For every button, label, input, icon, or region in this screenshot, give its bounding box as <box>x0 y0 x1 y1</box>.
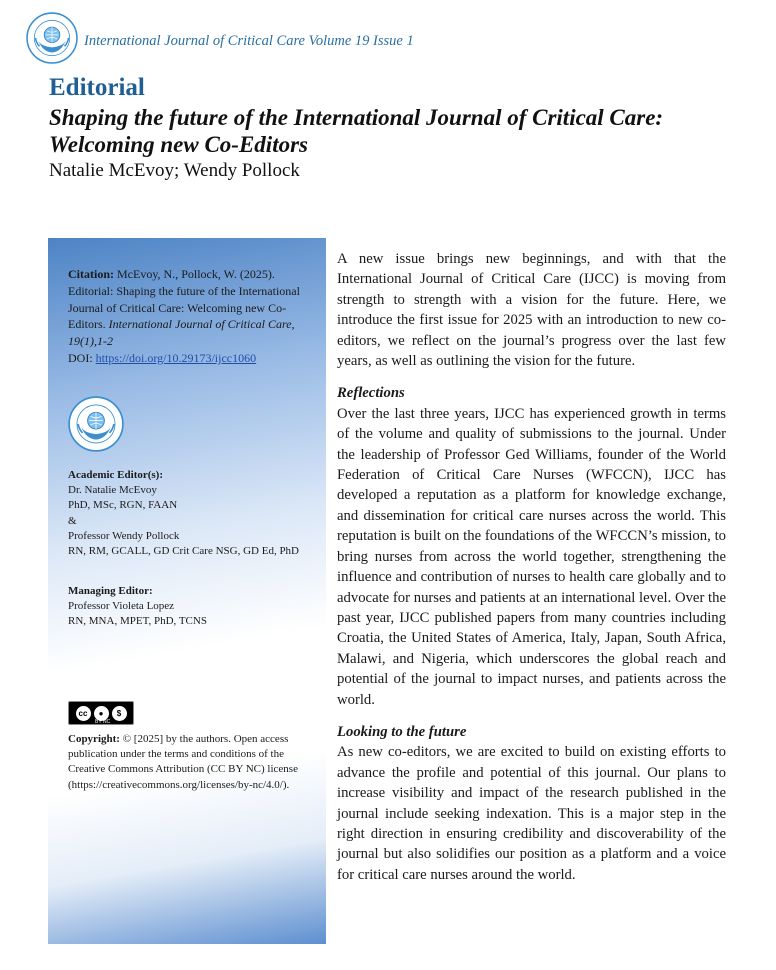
wfccn-logo-icon <box>26 12 78 64</box>
editor-line: Professor Wendy Pollock <box>68 529 180 542</box>
future-heading: Looking to the future <box>337 723 467 740</box>
copyright-label: Copyright: <box>68 733 120 745</box>
section-label: Editorial <box>49 74 145 101</box>
article-body <box>337 249 726 885</box>
article-title: Shaping the future of the International Journal of Critical Care: Welcoming new Co-Editors <box>49 105 664 157</box>
editor-line: Dr. Natalie McEvoy <box>68 484 157 497</box>
nc-icon: $ <box>112 706 127 721</box>
reflections-paragraph: Over the last three years, IJCC has experienced growth in terms of the volume and quality of submissions to the journal. Under the leadership of Professor Ged Williams, founder of the World Federation of Critical Care Nurses (WFCCN), IJCC has developed a reputation as a platform for knowledge exchange, and dissemination for critical care nurses across the world. This reputation is built on the foundations of the WFCCN’s mission, to bring nurses from across the world together, strengthening the influence and contribution of nurses to health care globally and to advocate for nurses and patients at an international level. Over the past year, IJCC published papers from many countries including Croatia, the United States of America, Italy, Japan, South Africa, Malawi, and Nigeria, which underscores the global reach and potential of the journal to impact nurses, and patients across the world. <box>337 405 726 708</box>
copyright-block <box>68 732 314 793</box>
citation-label: Citation: <box>68 267 114 281</box>
citation-journal: International Journal of Critical Care, 19(1),1-2 <box>68 317 295 349</box>
citation-block <box>68 266 314 367</box>
academic-editors-block <box>68 468 314 559</box>
article-authors: Natalie McEvoy; Wendy Pollock <box>49 160 300 181</box>
intro-paragraph: A new issue brings new beginnings, and with that the International Journal of Critical Care (IJCC) is moving from strength to strength with a vision for the future. Here, we introduce the first issue for 2025 with an introduction to new co-editors, we reflect on the journal’s progress over the last few years, as well as outlining the vision for the future. <box>337 251 726 370</box>
journal-issue-line: International Journal of Critical Care Volume 19 Issue 1 <box>84 32 414 49</box>
editor-line: PhD, MSc, RGN, FAAN <box>68 499 178 512</box>
editor-line: RN, RM, GCALL, GD Crit Care NSG, GD Ed, PhD <box>68 545 299 558</box>
editor-line: Professor Violeta Lopez <box>68 600 175 613</box>
doi-label: DOI: <box>68 350 96 365</box>
copyright-text: © [2025] by the authors. Open access publication under the terms and conditions of the Creative Commons Attribution (CC BY NC) license (https://creativecommons.org/licenses/by-nc/4.0/). <box>68 733 298 791</box>
by-icon: ● <box>94 706 109 721</box>
article-info-sidebar <box>48 238 326 944</box>
managing-editor-label: Managing Editor: <box>68 585 153 597</box>
future-paragraph: As new co-editors, we are excited to build on existing efforts to advance the profile and potential of this journal. Our plans to increase visibility and impact of the research published in the journal include seeking indexation. This is a major step in the right direction in ensuring credibility and discoverability of the journal but also solidifies our position as a platform and a voice for critical care nurses around the world. <box>337 744 726 883</box>
academic-editors-label: Academic Editor(s): <box>68 469 164 481</box>
cc-license-badge-icon[interactable] <box>68 701 134 725</box>
reflections-heading: Reflections <box>337 385 405 402</box>
citation-text: McEvoy, N., Pollock, W. (2025). Editorial: Shaping the future of the International Journal of Critical Care: Welcoming new Co-Editors. <box>68 267 300 332</box>
cc-icon: cc <box>76 706 91 721</box>
cc-badge-label: BY NC <box>95 719 111 725</box>
page-header <box>26 8 414 68</box>
editor-line: & <box>68 514 77 527</box>
managing-editor-block <box>68 584 314 630</box>
editor-line: RN, MNA, MPET, PhD, TCNS <box>68 615 207 628</box>
wfccn-logo-icon <box>68 396 124 452</box>
doi-link[interactable]: https://doi.org/10.29173/ijcc1060 <box>95 350 257 365</box>
